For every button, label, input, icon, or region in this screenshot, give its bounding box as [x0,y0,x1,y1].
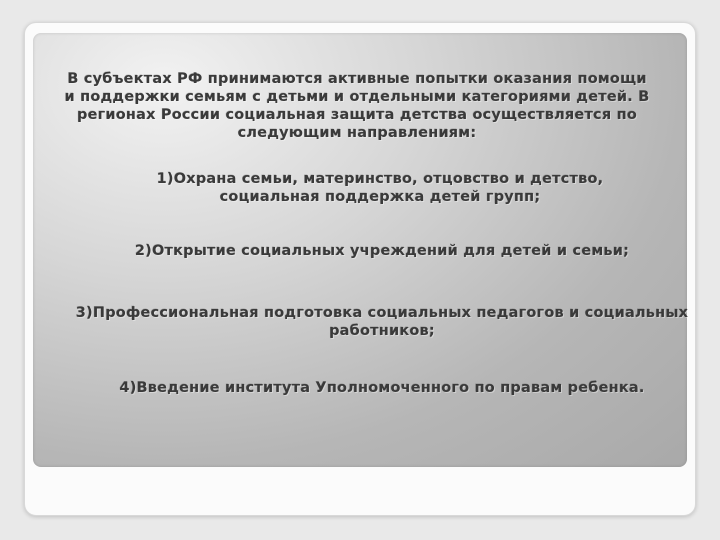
list-item-4: 4)Введение института Уполномоченного по правам ребенка. [119,380,645,396]
list-item-2: 2)Открытие социальных учреждений для детей и семьи; [134,243,630,259]
intro-paragraph: В субъектах РФ принимаются активные попытки оказания помощи и поддержки семьям с детьми и отдельными категориями детей. В регионах России социальная защита детства осуществляется по следующим направлениям: [64,71,650,141]
list-item-1: 1)Охрана семьи, материнство, отцовство и детство, социальная поддержка детей групп; [156,171,604,205]
list-item-3: 3)Профессиональная подготовка социальных педагогов и социальных работников; [75,305,689,339]
